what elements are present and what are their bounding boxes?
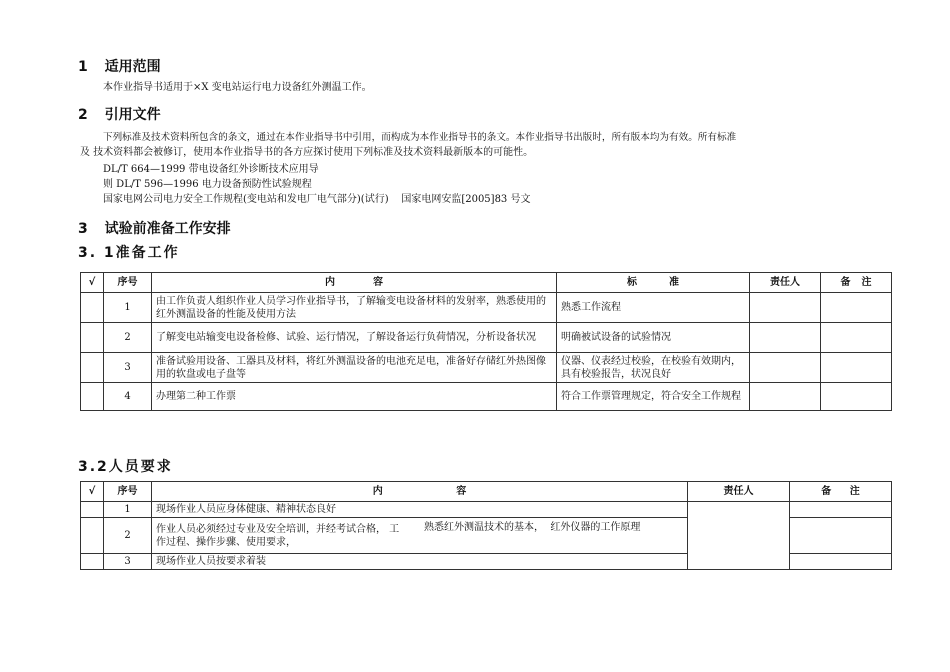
- reference-item: DL/T 664—1999 带电设备红外诊断技术应用导: [103, 164, 319, 175]
- reference-paragraph-line1: 下列标准及技术资料所包含的条文，通过在本作业指导书中引用，而构成为本作业指导书的条文。本作业指导书出版时，所有版本均为有效。所有标准: [103, 132, 737, 143]
- preparation-table: [80, 272, 892, 411]
- section-title: 试验前准备工作安排: [104, 221, 231, 237]
- owner-header: 责任人: [688, 482, 790, 502]
- standard-cell: 明确被试设备的试验情况: [557, 323, 750, 353]
- note-cell: [821, 383, 892, 411]
- reference-paragraph-line2: 及 技术资料都会被修订，使用本作业指导书的各方应探讨使用下列标准及技术资料最新版本的可能性。: [80, 147, 534, 158]
- owner-cell: [688, 502, 790, 570]
- check-cell[interactable]: [81, 502, 104, 518]
- check-cell[interactable]: [81, 353, 104, 383]
- owner-cell: [750, 353, 821, 383]
- section-2-heading: [78, 104, 161, 124]
- standard-cell: 仪器、仪表经过校验，在校验有效期内，具有校验报告，状况良好: [557, 353, 750, 383]
- reference-item: 国家电网公司电力安全工作规程(变电站和发电厂电气部分)(试行) 国家电网安监[2005]83 号文: [103, 194, 531, 205]
- seq-cell: 2: [104, 323, 152, 353]
- seq-cell: 3: [104, 353, 152, 383]
- table-row: [81, 502, 892, 518]
- content-cell: 由工作负责人组织作业人员学习作业指导书，了解输变电设备材料的发射率，熟悉使用的红外测温设备的性能及使用方法: [152, 293, 557, 323]
- note-cell: [790, 502, 892, 518]
- owner-cell: [750, 323, 821, 353]
- content-cell: 办理第二种工作票: [152, 383, 557, 411]
- content-cell: [152, 518, 688, 554]
- owner-cell: [750, 383, 821, 411]
- content-header: 内 容: [152, 273, 557, 293]
- section-number: 1: [78, 59, 88, 75]
- seq-header: 序号: [104, 482, 152, 502]
- standard-cell: 符合工作票管理规定，符合安全工作规程: [557, 383, 750, 411]
- standard-header: 标 准: [557, 273, 750, 293]
- check-cell[interactable]: [81, 323, 104, 353]
- check-header: √: [81, 482, 104, 502]
- table-row: [81, 293, 892, 323]
- table-row: [81, 323, 892, 353]
- content-cell: 现场作业人员应身体健康、精神状态良好: [152, 502, 688, 518]
- check-cell[interactable]: [81, 293, 104, 323]
- subsection-3-2-heading: 3.2人员要求: [78, 459, 173, 475]
- note-cell: [790, 518, 892, 554]
- check-cell[interactable]: [81, 518, 104, 554]
- note-cell: [821, 323, 892, 353]
- owner-cell: [750, 293, 821, 323]
- seq-cell: 4: [104, 383, 152, 411]
- table-header-row: [81, 482, 892, 502]
- seq-cell: 3: [104, 554, 152, 570]
- seq-cell: 1: [104, 293, 152, 323]
- note-header: 备 注: [790, 482, 892, 502]
- content-cell: 准备试验用设备、工器具及材料，将红外测温设备的电池充足电，准备好存储红外热图像用的软盘或电子盘等: [152, 353, 557, 383]
- content-cell: 现场作业人员按要求着装: [152, 554, 688, 570]
- reference-item: 则 DL/T 596—1996 电力设备预防性试验规程: [103, 179, 312, 190]
- note-cell: [821, 293, 892, 323]
- check-cell[interactable]: [81, 554, 104, 570]
- seq-cell: 2: [104, 518, 152, 554]
- scope-text: 本作业指导书适用于×X 变电站运行电力设备红外测温工作。: [103, 82, 372, 93]
- section-number: 2: [78, 107, 88, 123]
- standard-cell: 熟悉工作流程: [557, 293, 750, 323]
- subsection-3-1-heading: 3. 1准备工作: [78, 245, 180, 261]
- note-cell: [821, 353, 892, 383]
- note-cell: [790, 554, 892, 570]
- table-row: [81, 353, 892, 383]
- content-cell: 了解变电站输变电设备检修、试验、运行情况，了解设备运行负荷情况，分析设备状况: [152, 323, 557, 353]
- section-1-heading: [78, 56, 161, 76]
- section-3-heading: [78, 218, 231, 238]
- content-header: 内 容: [152, 482, 688, 502]
- note-header: 备 注: [821, 273, 892, 293]
- check-header: √: [81, 273, 104, 293]
- check-cell[interactable]: [81, 383, 104, 411]
- seq-header: 序号: [104, 273, 152, 293]
- content-extra-text: 熟悉红外测温技术的基本， 红外仪器的工作原理: [424, 522, 641, 533]
- table-row: [81, 383, 892, 411]
- section-title: 引用文件: [104, 107, 161, 123]
- owner-header: 责任人: [750, 273, 821, 293]
- section-number: 3: [78, 221, 88, 237]
- content-text: 作业人员必须经过专业及安全培训，并经考试合格， 工作过程、操作步骤、使用要求，: [156, 523, 400, 548]
- section-title: 适用范围: [104, 59, 161, 75]
- seq-cell: 1: [104, 502, 152, 518]
- personnel-table: [80, 481, 892, 570]
- table-header-row: [81, 273, 892, 293]
